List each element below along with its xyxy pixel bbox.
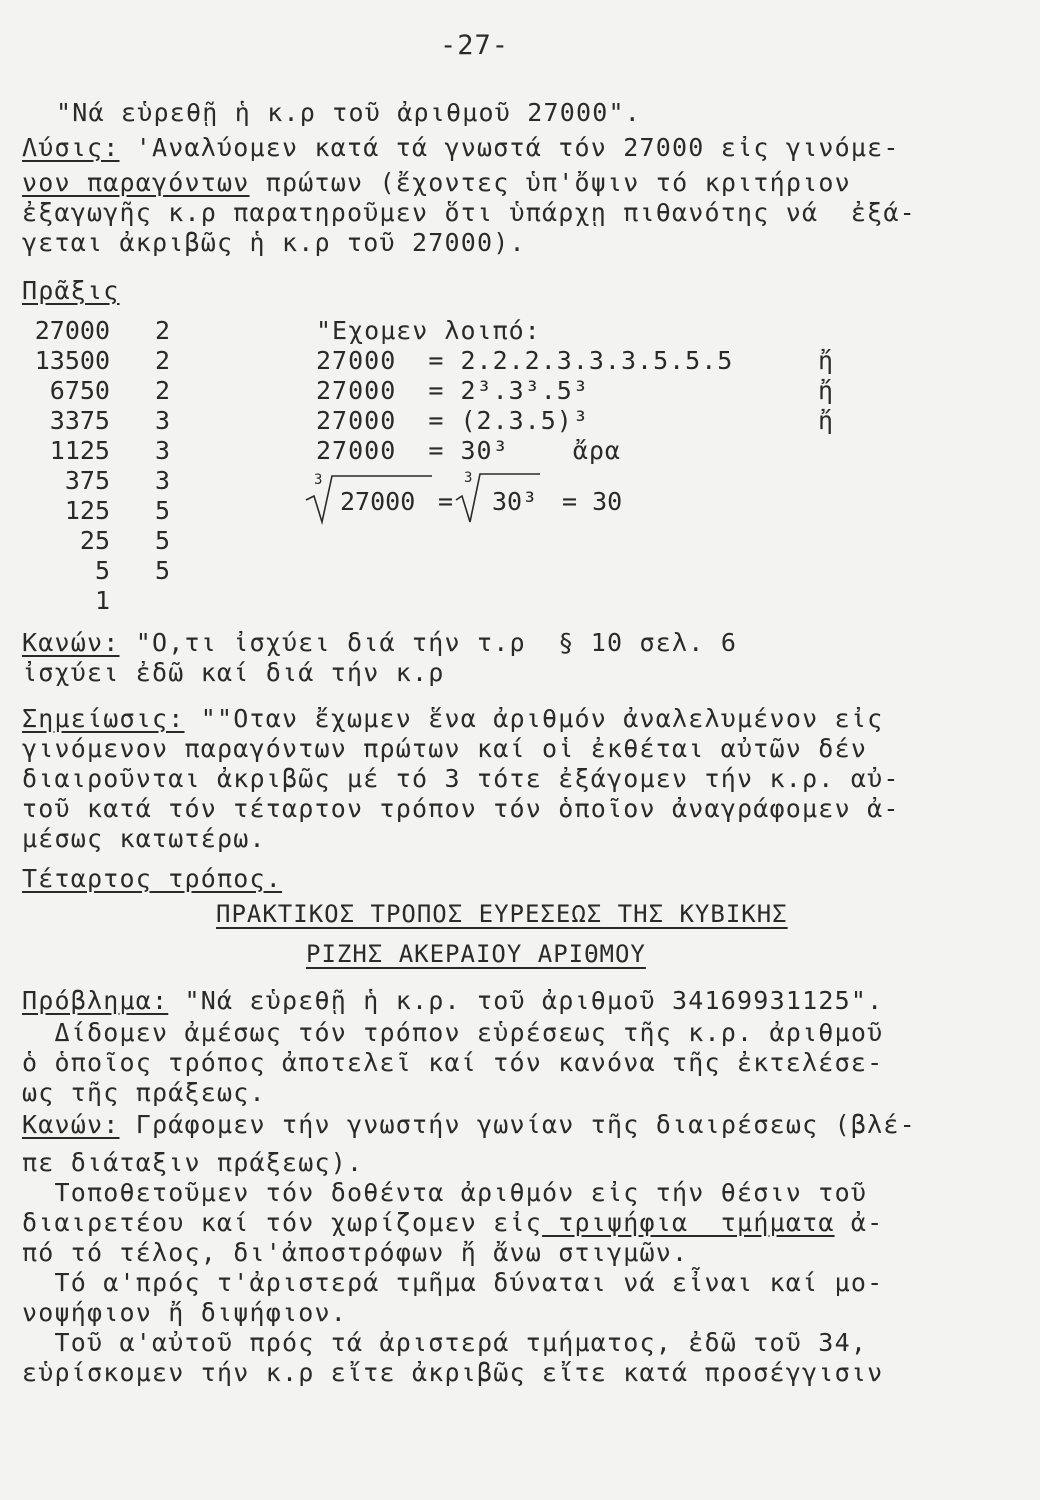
factor-number: 125 <box>64 496 110 525</box>
factor-number: 27000 <box>34 316 110 345</box>
rule2-line-8: Τοῦ α'αὐτοῦ πρός τά ἀριστερά τμήματος, ἐδῶ τοῦ 34, <box>22 1328 868 1357</box>
note-line-4: τοῦ κατά τόν τέταρτον τρόπον τόν ὁποῖον ἀναγράφομεν ἀ- <box>22 794 900 823</box>
calc-line-4: 27000 = 30³ ἄρα <box>316 436 621 465</box>
intro-line-2: νον παραγόντων πρώτων (ἔχοντες ὑπ'ὄψιν τό κριτήριον <box>22 168 851 197</box>
lysis-label: Λύσις: <box>22 133 120 162</box>
factor-row <box>22 526 182 556</box>
factor-row <box>22 436 182 466</box>
problem2-line-2: Δίδομεν ἀμέσως τόν τρόπον εὑρέσεως τῆς κ.ρ. ἀριθμοῦ <box>22 1018 884 1047</box>
rule2-line: Κανών: Γράφομεν τήν γνωστήν γωνίαν τῆς διαιρέσεως (βλέ- <box>22 1110 916 1139</box>
prime-divisor: 2 <box>154 346 170 375</box>
root-arg-right: 30³ <box>492 487 538 516</box>
factor-number: 1125 <box>49 436 110 465</box>
note-line: Σημείωσις: ""Οταν ἔχωμεν ἕνα ἀριθμόν ἀναλελυμένον εἰς <box>22 704 884 733</box>
problem2-line-4: ως τῆς πράξεως. <box>22 1078 266 1107</box>
prime-divisor: 3 <box>154 406 170 435</box>
heading-line-2: ΡΙΖΗΣ ΑΚΕΡΑΙΟΥ ΑΡΙΘΜΟΥ <box>306 940 646 968</box>
svg-text:=: = <box>438 487 454 516</box>
praxis-label: Πρᾶξις <box>22 276 120 305</box>
root-arg-left: 27000 <box>340 487 416 516</box>
rule1-label: Κανών: <box>22 628 120 657</box>
prime-divisor: 3 <box>154 436 170 465</box>
heading-line-1: ΠΡΑΚΤΙΚΟΣ ΤΡΟΠΟΣ ΕΥΡΕΣΕΩΣ ΤΗΣ ΚΥΒΙΚΗΣ <box>216 900 788 928</box>
factor-row <box>22 496 182 526</box>
calc-line-2: 27000 = 2³.3³.5³ <box>316 376 589 405</box>
problem2-line-3: ὁ ὁποῖος τρόπος ἀποτελεῖ καί τόν κανόνα τῆς ἐκτελέσε- <box>22 1048 884 1077</box>
prime-divisor: 3 <box>154 466 170 495</box>
rule2-line-3: Τοποθετοῦμεν τόν δοθέντα ἀριθμόν εἰς τήν θέσιν τοῦ <box>22 1178 868 1207</box>
problem2-label: Πρόβλημα: <box>22 986 169 1015</box>
rule2-line-4: διαιρετέου καί τόν χωρίζομεν εἰς τριψήφια τμήματα ἀ- <box>22 1208 884 1237</box>
fourth-way-label: Τέταρτος τρόπος. <box>22 864 283 893</box>
factor-row <box>22 346 182 376</box>
rule2-line-6: Τό α'πρός τ'ἀριστερά τμῆμα δύναται νά εἶναι καί μο- <box>22 1268 884 1297</box>
prime-divisor <box>110 586 170 616</box>
eta-1: ἤ <box>818 346 834 375</box>
factor-row <box>22 556 182 586</box>
factor-row <box>22 586 182 616</box>
factor-number: 5 <box>94 556 110 585</box>
problem2-line: Πρόβλημα: "Νά εὑρεθῇ ἡ κ.ρ. τοῦ ἀριθμοῦ 34169931125". <box>22 986 884 1015</box>
lysis-line: Λύσις: 'Αναλύομεν κατά τά γνωστά τόν 27000 εἰς γινόμε- <box>22 133 900 162</box>
factor-row <box>22 406 182 436</box>
rule2-line-5: πό τό τέλος, δι'ἀποστρόφων ἤ ἄνω στιγμῶν. <box>22 1238 689 1267</box>
page-number: -27- <box>440 30 510 61</box>
root-index-right: 3 <box>464 470 473 486</box>
root-index-left: 3 <box>314 472 323 488</box>
eta-2: ἤ <box>818 376 834 405</box>
factor-number: 13500 <box>34 346 110 375</box>
rule2-line-2: πε διάταξιν πράξεως). <box>22 1148 364 1177</box>
calc-line-1: 27000 = 2.2.2.3.3.3.5.5.5 <box>316 346 734 375</box>
note-line-5: μέσως κατωτέρω. <box>22 824 266 853</box>
rule2-line-9: εὑρίσκομεν τήν κ.ρ εἴτε ἀκριβῶς εἴτε κατά προσέγγισιν <box>22 1358 884 1387</box>
prime-divisor: 5 <box>154 496 170 525</box>
calc-line-3: 27000 = (2.3.5)³ <box>316 406 589 435</box>
prime-divisor: 5 <box>154 526 170 555</box>
prime-divisor: 2 <box>154 316 170 345</box>
factor-row <box>22 316 182 346</box>
intro-line-3: ἐξαγωγῆς κ.ρ παρατηροῦμεν ὅτι ὑπάρχῃ πιθανότης νά ἐξά- <box>22 198 916 227</box>
cube-root-equation <box>300 470 660 530</box>
note-label: Σημείωσις: <box>22 704 185 733</box>
factor-row <box>22 376 182 406</box>
rule1-line: Κανών: "Ο,τι ἰσχύει διά τήν τ.ρ § 10 σελ. 6 <box>22 628 738 657</box>
rule2-line-7: νοψήφιον ἤ διψήφιον. <box>22 1298 348 1327</box>
factor-number: 3375 <box>49 406 110 435</box>
rule1-line-2: ἰσχύει ἐδῶ καί διά τήν κ.ρ <box>22 658 445 687</box>
factor-number: 1 <box>94 586 110 615</box>
note-line-2: γινόμενον παραγόντων πρώτων καί οἱ ἐκθέται αὐτῶν δέν <box>22 734 868 763</box>
factor-number: 375 <box>64 466 110 495</box>
prime-divisor: 5 <box>154 556 170 585</box>
intro-line-4: γεται ἀκριβῶς ἡ κ.ρ τοῦ 27000). <box>22 228 526 257</box>
calc-head: "Εχομεν λοιπό: <box>316 316 541 345</box>
note-line-3: διαιροῦνται ἀκριβῶς μέ τό 3 τότε ἐξάγομεν τήν κ.ρ. αὐ- <box>22 764 900 793</box>
root-result: = 30 <box>562 487 623 516</box>
eta-3: ἤ <box>818 406 834 435</box>
factor-number: 25 <box>79 526 110 555</box>
factor-row <box>22 466 182 496</box>
prime-divisor: 2 <box>154 376 170 405</box>
rule2-label: Κανών: <box>22 1110 120 1139</box>
factorization-table <box>22 316 182 616</box>
factor-number: 6750 <box>49 376 110 405</box>
problem-statement: "Νά εὑρεθῇ ἡ κ.ρ τοῦ ἀριθμοῦ 27000". <box>56 98 642 127</box>
